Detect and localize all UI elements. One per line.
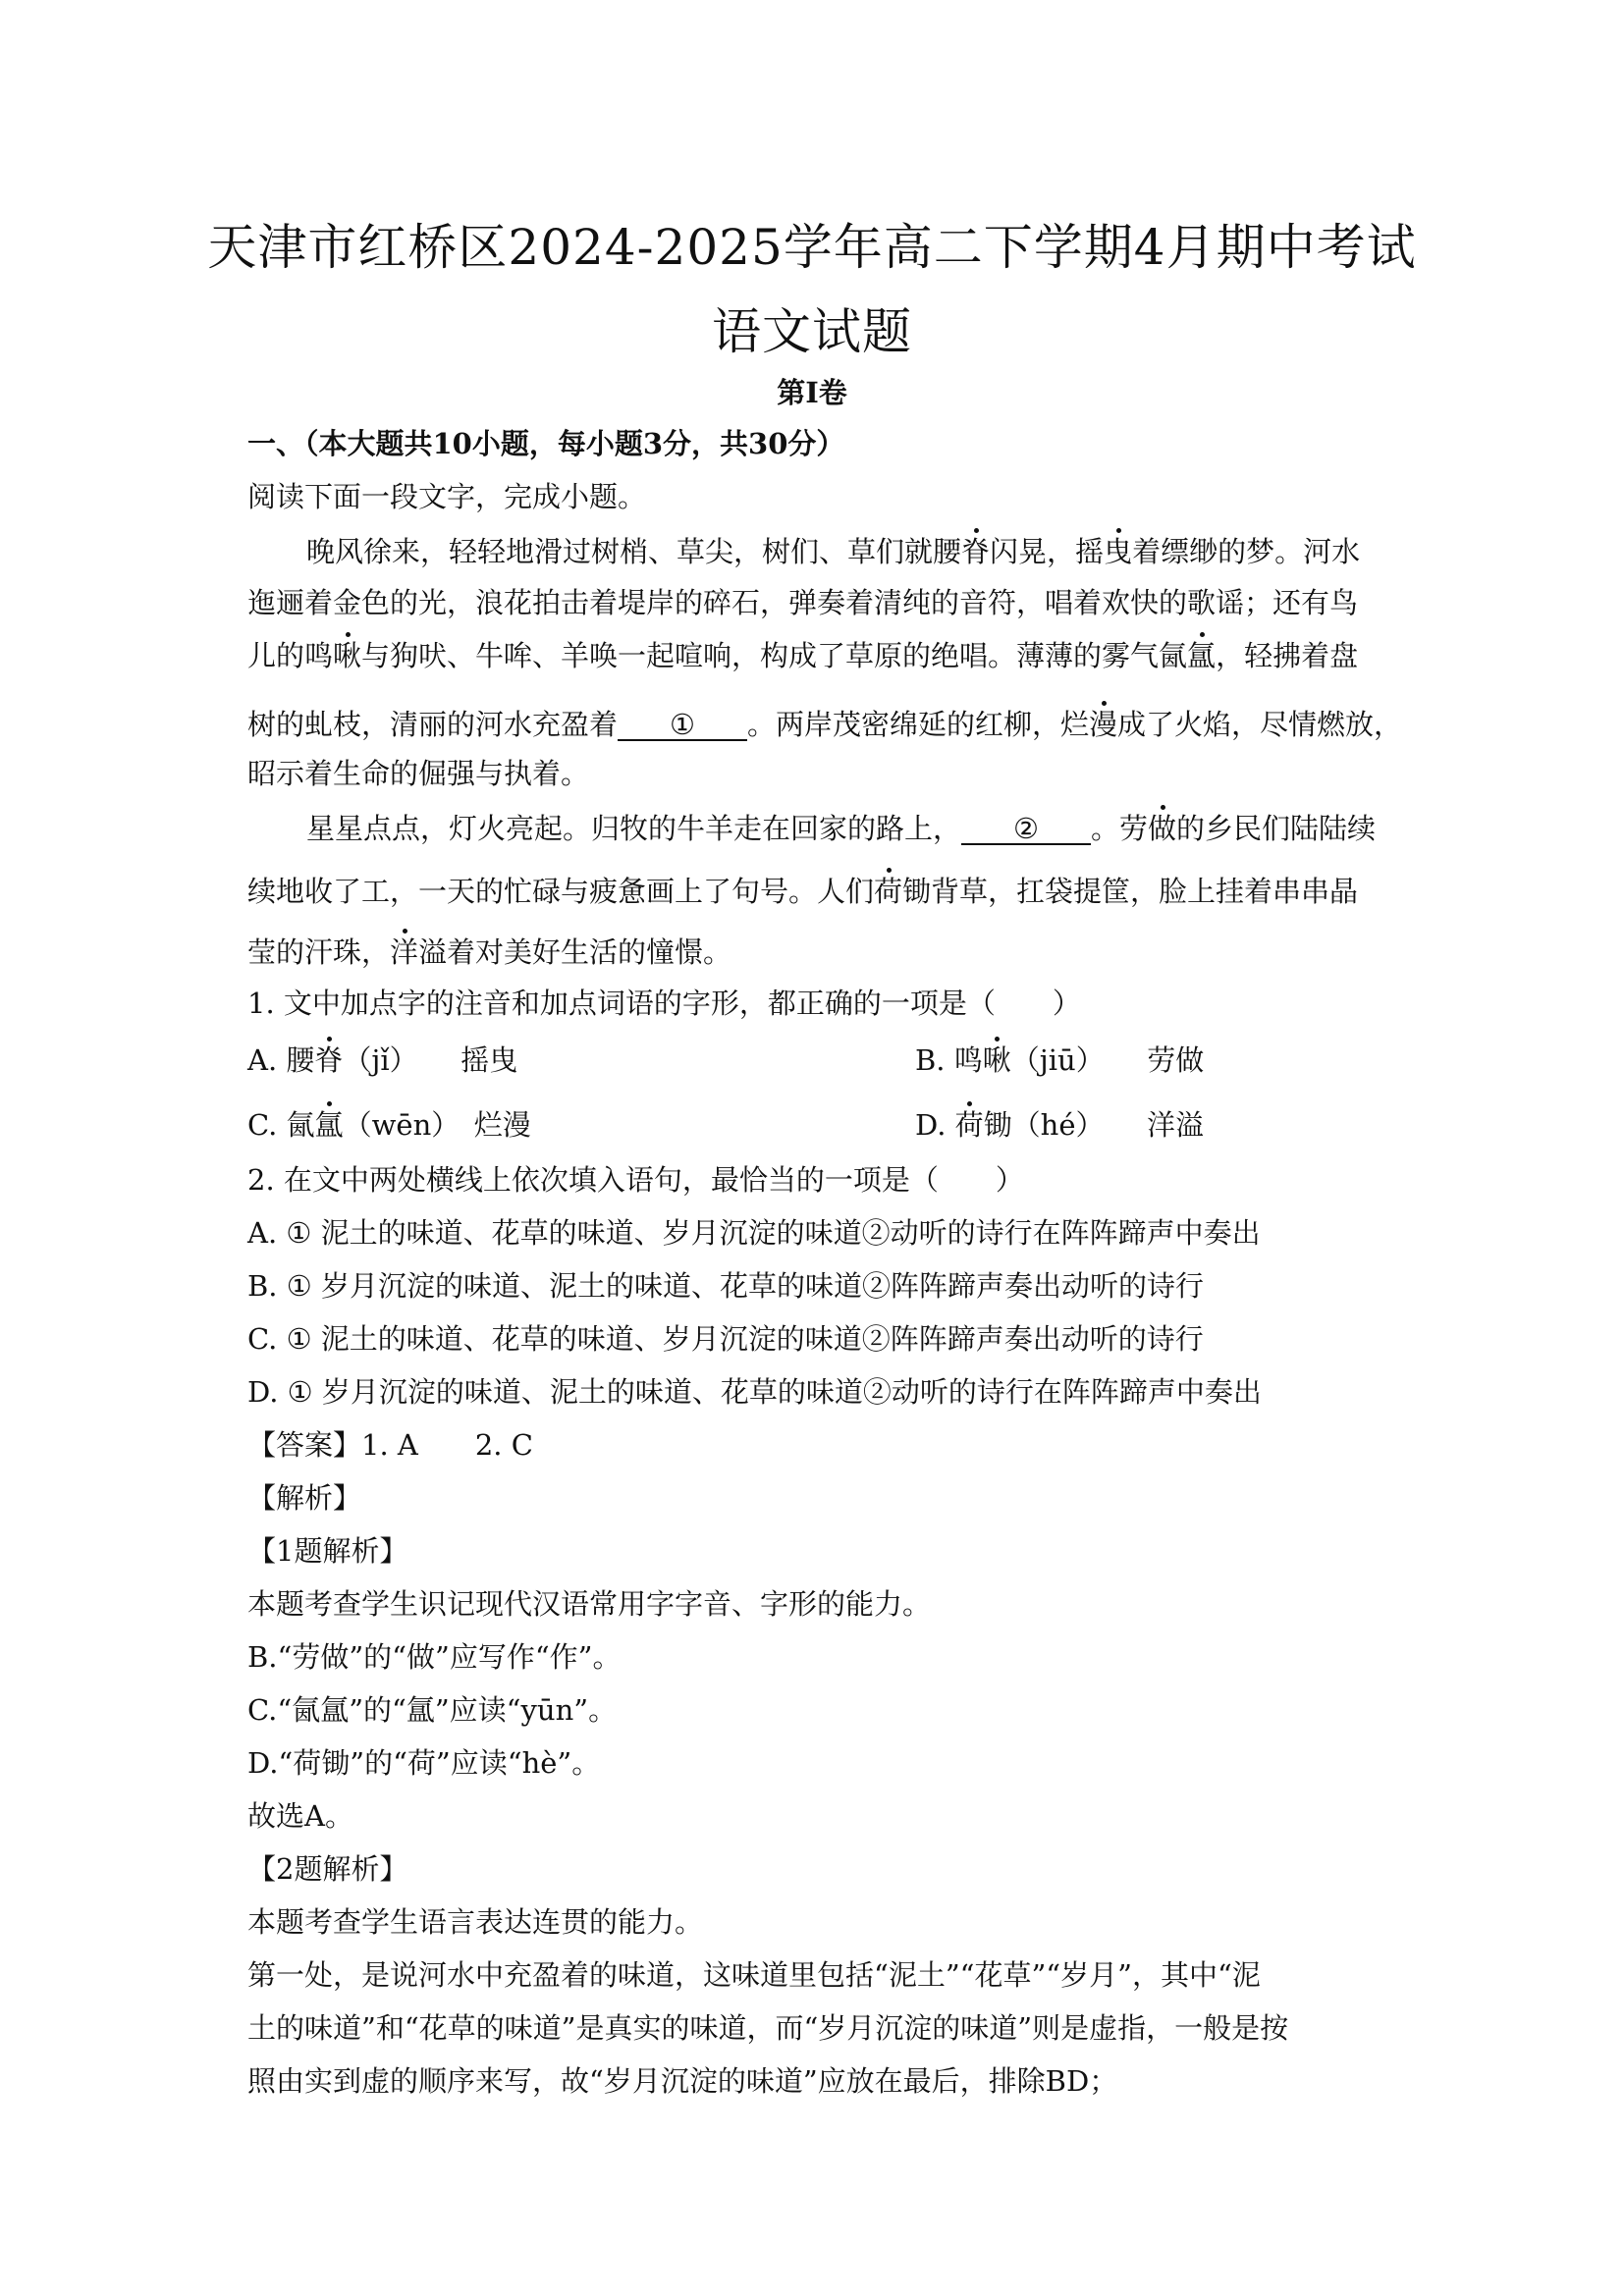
emphasis-dot-char (983, 1041, 1011, 1080)
emphasis-dot-char (961, 532, 990, 571)
emphasis-dot-char (1187, 636, 1216, 675)
analysis-line: D.“荷锄”的“荷”应读“hè”。 (247, 1746, 601, 1780)
fill-blank-2: ② (961, 810, 1091, 845)
analysis-line: 本题考查学生语言表达连贯的能力。 (247, 1905, 704, 1939)
passage-line: 晚风徐来，轻轻地滑过树梢、草尖，树们、草们就腰脊 闪晃，摇曳 着缥缈的梦。河水 (306, 532, 1360, 571)
emphasis-dot-char (1104, 532, 1132, 571)
question-2-option-b: B. ① 岁月沉淀的味道、泥土的味道、花草的味道②阵阵蹄声奏出动听的诗行 (247, 1269, 1204, 1303)
passage-line: 昭示着生命的倔强与执着。 (247, 757, 590, 790)
emphasis-dot-char (1089, 705, 1117, 744)
question-1-option-c: C. 氤氲 （wēn） 烂漫 (247, 1105, 531, 1145)
passage-line: 莹的汗珠，洋 溢着对美好生活的憧憬。 (247, 933, 731, 972)
question-1-stem: 1. 文中加点字的注音和加点词语的字形，都正确的一项是（ ） (247, 987, 1081, 1020)
analysis-line: 土的味道”和“花草的味道”是真实的味道，而“岁月沉淀的味道”则是虚指，一般是按 (247, 2011, 1289, 2045)
passage-line: 树的虬枝，清丽的河水充盈着 ① 。两岸茂密绵延的红柳，烂漫 成了火焰，尽情燃放， (247, 705, 1402, 744)
emphasis-dot-char (390, 933, 418, 972)
q2-analysis-heading: 【2题解析】 (247, 1852, 408, 1886)
emphasis-dot-char (955, 1105, 984, 1145)
analysis-line: 照由实到虚的顺序来写，故“岁月沉淀的味道”应放在最后，排除BD； (247, 2064, 1118, 2098)
q1-analysis-heading: 【1题解析】 (247, 1534, 408, 1568)
question-1-option-d: D. 荷锄（hé） 洋溢 (915, 1105, 1204, 1145)
analysis-line: 本题考查学生识记现代汉语常用字字音、字形的能力。 (247, 1587, 932, 1621)
emphasis-dot-char (315, 1105, 344, 1145)
question-1-option-a: A. 腰脊 （jǐ） 摇曳 (247, 1041, 517, 1080)
analysis-line: B.“劳做”的“做”应写作“作”。 (247, 1640, 622, 1674)
exam-subtitle: 语文试题 (712, 303, 912, 360)
passage-line: 儿的鸣啾 与狗吠、牛哞、羊唤一起喧响，构成了草原的绝唱。薄薄的雾气氤氲 ，轻拂着盘 (247, 636, 1358, 675)
emphasis-dot-char (333, 636, 361, 675)
analysis-heading: 【解析】 (247, 1481, 362, 1515)
exam-title: 天津市红桥区2024-2025学年高二下学期4月期中考试 (207, 219, 1417, 276)
analysis-line: 第一处，是说河水中充盈着的味道，这味道里包括“泥土”“花草”“岁月”，其中“泥 (247, 1958, 1261, 1992)
question-2-option-c: C. ① 泥土的味道、花草的味道、岁月沉淀的味道②阵阵蹄声奏出动听的诗行 (247, 1322, 1204, 1356)
section-heading: 一、（本大题共10小题，每小题3分，共30分） (247, 427, 845, 460)
passage-line: 星星点点，灯火亮起。归牧的牛羊走在回家的路上， ② 。劳做 的乡民们陆陆续 (306, 809, 1376, 848)
passage-line: 迤逦着金色的光，浪花拍击着堤岸的碎石，弹奏着清纯的音符，唱着欢快的歌谣；还有鸟 (247, 586, 1359, 619)
instruction: 阅读下面一段文字，完成小题。 (247, 480, 647, 513)
emphasis-dot-char (314, 1041, 343, 1080)
fill-blank-1: ① (618, 706, 747, 741)
analysis-line: 故选A。 (247, 1799, 353, 1833)
emphasis-dot-char (1148, 809, 1176, 848)
question-1-option-b: B. 鸣啾 （jiū） 劳做 (915, 1041, 1204, 1080)
question-2-option-a: A. ① 泥土的味道、花草的味道、岁月沉淀的味道②动听的诗行在阵阵蹄声中奏出 (247, 1216, 1261, 1250)
question-2-stem: 2. 在文中两处横线上依次填入语句，最恰当的一项是（ ） (247, 1163, 1024, 1197)
answer-line: 【答案】1. A 2. C (247, 1428, 533, 1462)
analysis-line: C.“氤氲”的“氲”应读“yūn”。 (247, 1693, 618, 1727)
passage-line: 续地收了工，一天的忙碌与疲惫画上了句号。人们荷 锄背草，扛袋提筐，脸上挂着串串晶 (247, 872, 1358, 911)
question-2-option-d: D. ① 岁月沉淀的味道、泥土的味道、花草的味道②动听的诗行在阵阵蹄声中奏出 (247, 1375, 1262, 1409)
volume-label: 第I卷 (777, 376, 847, 409)
emphasis-dot-char (874, 872, 902, 911)
